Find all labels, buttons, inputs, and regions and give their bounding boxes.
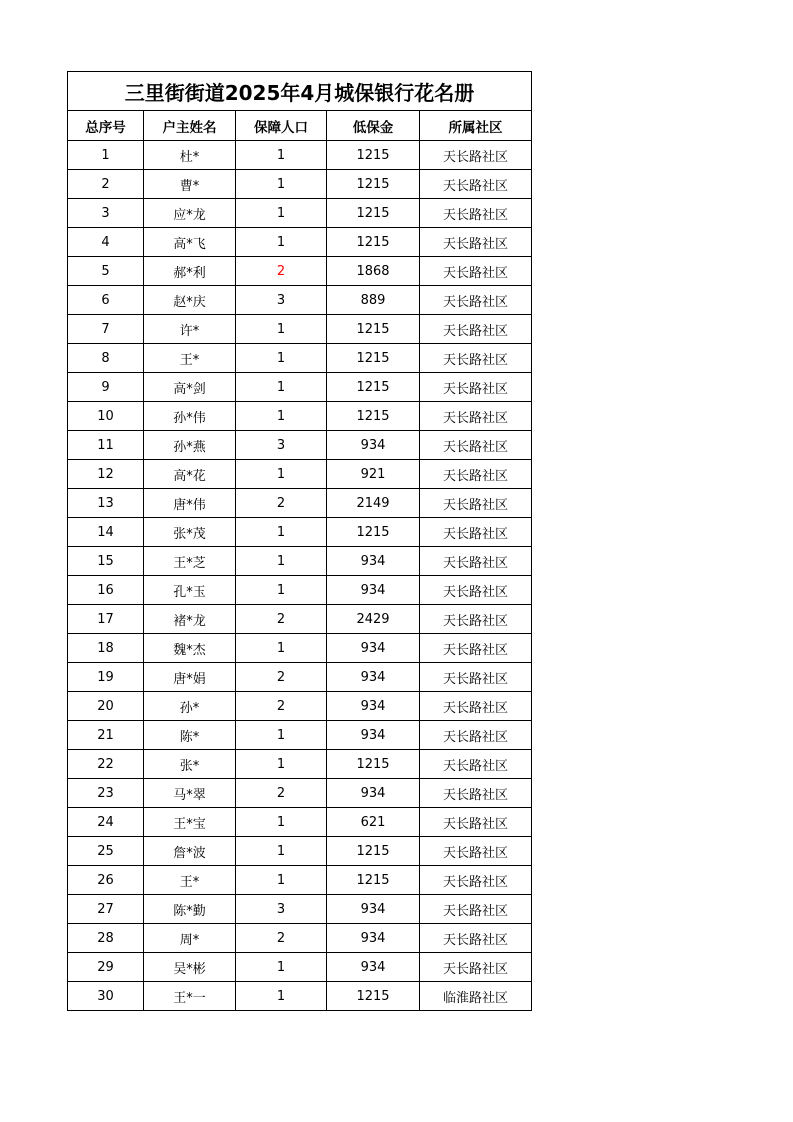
covered-persons: 1 — [236, 866, 327, 895]
covered-persons: 1 — [236, 373, 327, 402]
row-index: 30 — [68, 982, 144, 1011]
row-index: 19 — [68, 663, 144, 692]
covered-persons: 1 — [236, 199, 327, 228]
table-row — [68, 170, 532, 199]
table-row — [68, 721, 532, 750]
row-index: 11 — [68, 431, 144, 460]
covered-persons: 2 — [236, 489, 327, 518]
community-name: 天长路社区 — [420, 634, 532, 663]
table-row — [68, 460, 532, 489]
allowance-amount: 889 — [327, 286, 420, 315]
covered-persons: 3 — [236, 895, 327, 924]
covered-persons: 2 — [236, 779, 327, 808]
householder-name: 高*花 — [144, 460, 236, 489]
householder-name: 魏*杰 — [144, 634, 236, 663]
table-row — [68, 576, 532, 605]
row-index: 18 — [68, 634, 144, 663]
allowance-amount: 934 — [327, 634, 420, 663]
column-header-index: 总序号 — [68, 111, 144, 141]
covered-persons: 2 — [236, 692, 327, 721]
table-row — [68, 663, 532, 692]
row-index: 20 — [68, 692, 144, 721]
table-row — [68, 895, 532, 924]
row-index: 23 — [68, 779, 144, 808]
community-name: 天长路社区 — [420, 344, 532, 373]
covered-persons: 2 — [236, 605, 327, 634]
allowance-amount: 934 — [327, 431, 420, 460]
page-title: 三里街街道2025年4月城保银行花名册 — [68, 72, 532, 111]
table-row — [68, 199, 532, 228]
row-index: 8 — [68, 344, 144, 373]
table-row — [68, 402, 532, 431]
row-index: 22 — [68, 750, 144, 779]
table-row — [68, 489, 532, 518]
roster-body — [68, 141, 532, 1011]
table-row — [68, 373, 532, 402]
community-name: 天长路社区 — [420, 866, 532, 895]
covered-persons: 1 — [236, 837, 327, 866]
allowance-amount: 934 — [327, 663, 420, 692]
community-name: 天长路社区 — [420, 663, 532, 692]
covered-persons: 2 — [236, 663, 327, 692]
allowance-amount: 1215 — [327, 750, 420, 779]
allowance-amount: 934 — [327, 692, 420, 721]
allowance-amount: 934 — [327, 953, 420, 982]
row-index: 26 — [68, 866, 144, 895]
community-name: 天长路社区 — [420, 750, 532, 779]
allowance-amount: 1215 — [327, 141, 420, 170]
covered-persons: 1 — [236, 953, 327, 982]
community-name: 天长路社区 — [420, 315, 532, 344]
covered-persons: 1 — [236, 982, 327, 1011]
allowance-amount: 1215 — [327, 344, 420, 373]
community-name: 天长路社区 — [420, 170, 532, 199]
table-row — [68, 257, 532, 286]
column-header-householder: 户主姓名 — [144, 111, 236, 141]
column-header-community: 所属社区 — [420, 111, 532, 141]
allowance-amount: 934 — [327, 721, 420, 750]
covered-persons: 1 — [236, 576, 327, 605]
community-name: 天长路社区 — [420, 489, 532, 518]
allowance-amount: 934 — [327, 576, 420, 605]
householder-name: 张*茂 — [144, 518, 236, 547]
community-name: 天长路社区 — [420, 721, 532, 750]
header-row — [68, 111, 532, 141]
community-name: 天长路社区 — [420, 286, 532, 315]
covered-persons: 1 — [236, 402, 327, 431]
row-index: 25 — [68, 837, 144, 866]
allowance-amount: 1215 — [327, 518, 420, 547]
row-index: 13 — [68, 489, 144, 518]
covered-persons: 1 — [236, 170, 327, 199]
allowance-amount: 1215 — [327, 373, 420, 402]
title-row — [68, 72, 532, 111]
householder-name: 唐*伟 — [144, 489, 236, 518]
householder-name: 周* — [144, 924, 236, 953]
community-name: 天长路社区 — [420, 431, 532, 460]
covered-persons: 1 — [236, 750, 327, 779]
covered-persons: 1 — [236, 721, 327, 750]
covered-persons: 2 — [236, 924, 327, 953]
row-index: 7 — [68, 315, 144, 344]
community-name: 天长路社区 — [420, 837, 532, 866]
row-index: 29 — [68, 953, 144, 982]
community-name: 天长路社区 — [420, 460, 532, 489]
community-name: 天长路社区 — [420, 257, 532, 286]
householder-name: 曹* — [144, 170, 236, 199]
covered-persons: 1 — [236, 315, 327, 344]
table-row — [68, 605, 532, 634]
community-name: 天长路社区 — [420, 924, 532, 953]
allowance-amount: 2429 — [327, 605, 420, 634]
table-row — [68, 953, 532, 982]
allowance-amount: 921 — [327, 460, 420, 489]
householder-name: 杜* — [144, 141, 236, 170]
community-name: 天长路社区 — [420, 808, 532, 837]
row-index: 3 — [68, 199, 144, 228]
table-row — [68, 547, 532, 576]
allowance-amount: 1215 — [327, 170, 420, 199]
table-row — [68, 982, 532, 1011]
householder-name: 唐*娟 — [144, 663, 236, 692]
table-row — [68, 634, 532, 663]
row-index: 1 — [68, 141, 144, 170]
allowance-amount: 1868 — [327, 257, 420, 286]
covered-persons: 1 — [236, 344, 327, 373]
row-index: 10 — [68, 402, 144, 431]
table-row — [68, 924, 532, 953]
householder-name: 王* — [144, 344, 236, 373]
allowance-amount: 1215 — [327, 315, 420, 344]
covered-persons: 1 — [236, 460, 327, 489]
community-name: 天长路社区 — [420, 141, 532, 170]
row-index: 15 — [68, 547, 144, 576]
covered-persons: 1 — [236, 518, 327, 547]
row-index: 2 — [68, 170, 144, 199]
allowance-amount: 1215 — [327, 228, 420, 257]
householder-name: 赵*庆 — [144, 286, 236, 315]
allowance-amount: 1215 — [327, 402, 420, 431]
covered-persons: 1 — [236, 547, 327, 576]
table-row — [68, 431, 532, 460]
householder-name: 詹*波 — [144, 837, 236, 866]
covered-persons: 1 — [236, 141, 327, 170]
row-index: 5 — [68, 257, 144, 286]
community-name: 天长路社区 — [420, 518, 532, 547]
householder-name: 孔*玉 — [144, 576, 236, 605]
table-row — [68, 779, 532, 808]
column-header-covered-persons: 保障人口 — [236, 111, 327, 141]
householder-name: 高*飞 — [144, 228, 236, 257]
table-row — [68, 518, 532, 547]
householder-name: 王* — [144, 866, 236, 895]
householder-name: 王*芝 — [144, 547, 236, 576]
householder-name: 郝*利 — [144, 257, 236, 286]
row-index: 14 — [68, 518, 144, 547]
householder-name: 应*龙 — [144, 199, 236, 228]
householder-name: 吴*彬 — [144, 953, 236, 982]
table-row — [68, 344, 532, 373]
allowance-amount: 2149 — [327, 489, 420, 518]
row-index: 16 — [68, 576, 144, 605]
allowance-amount: 934 — [327, 895, 420, 924]
row-index: 21 — [68, 721, 144, 750]
community-name: 临淮路社区 — [420, 982, 532, 1011]
community-name: 天长路社区 — [420, 953, 532, 982]
covered-persons: 2 — [236, 257, 327, 286]
allowance-amount: 1215 — [327, 866, 420, 895]
row-index: 12 — [68, 460, 144, 489]
roster-table — [67, 71, 532, 1011]
table-row — [68, 141, 532, 170]
row-index: 27 — [68, 895, 144, 924]
column-header-allowance: 低保金 — [327, 111, 420, 141]
table-row — [68, 692, 532, 721]
community-name: 天长路社区 — [420, 228, 532, 257]
row-index: 28 — [68, 924, 144, 953]
table-row — [68, 866, 532, 895]
community-name: 天长路社区 — [420, 199, 532, 228]
householder-name: 陈* — [144, 721, 236, 750]
community-name: 天长路社区 — [420, 605, 532, 634]
allowance-amount: 934 — [327, 924, 420, 953]
householder-name: 张* — [144, 750, 236, 779]
row-index: 6 — [68, 286, 144, 315]
householder-name: 王*一 — [144, 982, 236, 1011]
allowance-amount: 1215 — [327, 982, 420, 1011]
row-index: 9 — [68, 373, 144, 402]
householder-name: 高*剑 — [144, 373, 236, 402]
householder-name: 孙*燕 — [144, 431, 236, 460]
community-name: 天长路社区 — [420, 895, 532, 924]
table-row — [68, 808, 532, 837]
householder-name: 陈*勤 — [144, 895, 236, 924]
table-row — [68, 750, 532, 779]
allowance-amount: 1215 — [327, 199, 420, 228]
covered-persons: 3 — [236, 431, 327, 460]
covered-persons: 1 — [236, 634, 327, 663]
community-name: 天长路社区 — [420, 402, 532, 431]
allowance-amount: 934 — [327, 779, 420, 808]
table-row — [68, 228, 532, 257]
table-row — [68, 315, 532, 344]
community-name: 天长路社区 — [420, 547, 532, 576]
allowance-amount: 1215 — [327, 837, 420, 866]
householder-name: 王*宝 — [144, 808, 236, 837]
allowance-amount: 934 — [327, 547, 420, 576]
row-index: 24 — [68, 808, 144, 837]
table-row — [68, 286, 532, 315]
covered-persons: 3 — [236, 286, 327, 315]
covered-persons: 1 — [236, 808, 327, 837]
table-row — [68, 837, 532, 866]
householder-name: 许* — [144, 315, 236, 344]
covered-persons: 1 — [236, 228, 327, 257]
row-index: 4 — [68, 228, 144, 257]
community-name: 天长路社区 — [420, 692, 532, 721]
allowance-amount: 621 — [327, 808, 420, 837]
row-index: 17 — [68, 605, 144, 634]
householder-name: 马*翠 — [144, 779, 236, 808]
community-name: 天长路社区 — [420, 373, 532, 402]
community-name: 天长路社区 — [420, 779, 532, 808]
community-name: 天长路社区 — [420, 576, 532, 605]
householder-name: 褚*龙 — [144, 605, 236, 634]
householder-name: 孙*伟 — [144, 402, 236, 431]
householder-name: 孙* — [144, 692, 236, 721]
